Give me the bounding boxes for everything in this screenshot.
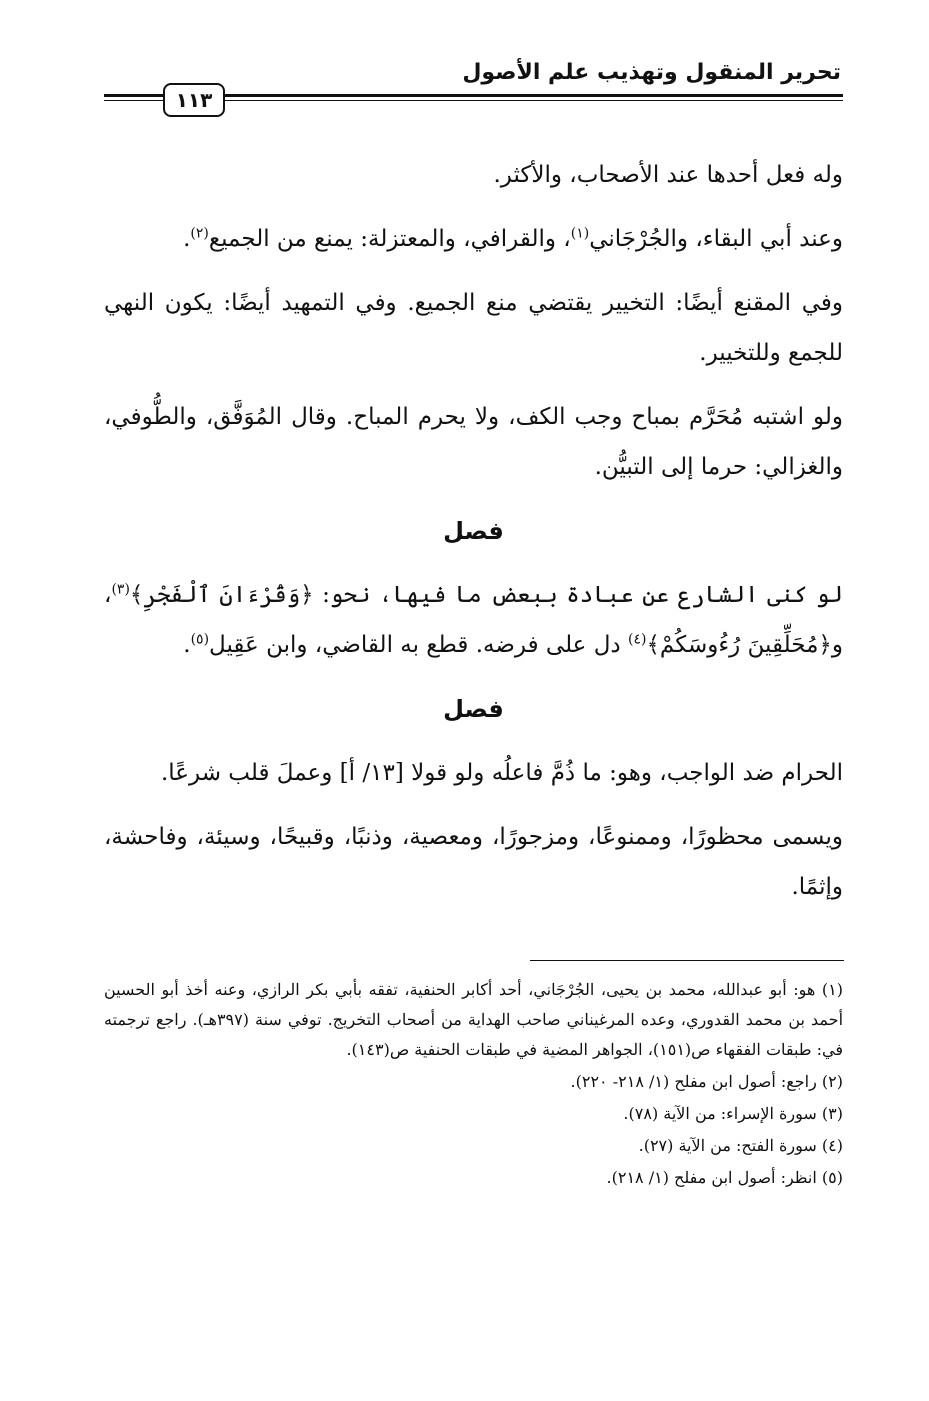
paragraph-1: وله فعل أحدها عند الأصحاب، والأكثر. bbox=[493, 162, 843, 188]
footnote-5: (٥) انظر: أصول ابن مفلح (١/ ٢١٨). bbox=[606, 1168, 843, 1187]
paragraph-3: وفي المقنع أيضًا: التخيير يقتضي منع الجميع. وفي التمهيد أيضًا: يكون النهي للجمع وللتخيير. bbox=[104, 290, 843, 366]
footnote-ref-2[interactable]: (٢) bbox=[190, 225, 209, 242]
paragraph-2-part-a: وعند أبي البقاء، والجُرْجَاني bbox=[589, 226, 843, 252]
page-number: ١١٣ bbox=[163, 83, 225, 117]
paragraph-7: ويسمى محظورًا، وممنوعًا، ومزجورًا، ومعصية، وذنبًا، وقبيحًا، وسيئة، وفاحشة، وإثمًا. bbox=[104, 824, 843, 900]
paragraph-5-part-b: ، و﴿مُحَلِّقِينَ رُءُوسَكُمْ﴾ bbox=[104, 582, 843, 658]
paragraph-5 bbox=[104, 570, 843, 670]
paragraph-4: ولو اشتبه مُحَرَّم بمباح وجب الكف، ولا يحرم المباح. وقال المُوَفَّق، والطُّوفي، والغزالي: حرما إلى التبيُّن. bbox=[104, 404, 843, 480]
footnote-4: (٤) سورة الفتح: من الآية (٢٧). bbox=[638, 1136, 843, 1155]
paragraph-2-part-b: ، والقرافي، والمعتزلة: يمنع من الجميع bbox=[208, 226, 571, 252]
paragraph-2 bbox=[104, 214, 843, 264]
footnote-separator bbox=[530, 960, 844, 961]
running-header-title: تحرير المنقول وتهذيب علم الأصول bbox=[462, 60, 841, 85]
paragraph-5-part-a: لو كنى الشارع عن عبادة ببعض ما فيها، نحو: ﴿وَقُرْءَانَ ٱلْفَجْرِ﴾ bbox=[129, 582, 844, 608]
paragraph-2-part-c: . bbox=[183, 226, 191, 252]
footnote-2: (٢) راجع: أصول ابن مفلح (١/ ٢١٨- ٢٢٠). bbox=[570, 1072, 843, 1091]
paragraph-5-part-c: دل على فرضه. قطع به القاضي، وابن عَقِيل bbox=[209, 632, 628, 658]
section-heading-2: فصل bbox=[443, 695, 504, 723]
section-heading-1: فصل bbox=[443, 517, 504, 545]
footnote-3: (٣) سورة الإسراء: من الآية (٧٨). bbox=[623, 1104, 843, 1123]
footnote-ref-1[interactable]: (١) bbox=[570, 225, 590, 242]
paragraph-5-part-d: . bbox=[183, 632, 191, 658]
footnote-ref-3[interactable]: (٣) bbox=[111, 581, 130, 598]
main-text bbox=[104, 150, 843, 926]
footnote-1: (١) هو: أبو عبدالله، محمد بن يحيى، الجُرْجَاني، أحد أكابر الحنفية، تفقه بأبي بكر الرازي، وعنه أخذ أبو الحسين أحمد بن محمد القدوري، وعده المرغيناني صاحب الهداية من أصحاب التخريج. توفي سنة (٣٩٧هـ). راجع ترجمته في: طبقات الفقهاء ص(١٥١)، الجواهر المضية في طبقات الحنفية ص(١٤٣). bbox=[104, 980, 844, 1059]
footnotes bbox=[104, 975, 843, 1195]
footnote-ref-4[interactable]: (٤) bbox=[627, 631, 647, 648]
paragraph-6: الحرام ضد الواجب، وهو: ما ذُمَّ فاعلُه ولو قولا [١٣/ أ] وعملَ قلب شرعًا. bbox=[160, 760, 843, 786]
footnote-ref-5[interactable]: (٥) bbox=[190, 631, 210, 648]
